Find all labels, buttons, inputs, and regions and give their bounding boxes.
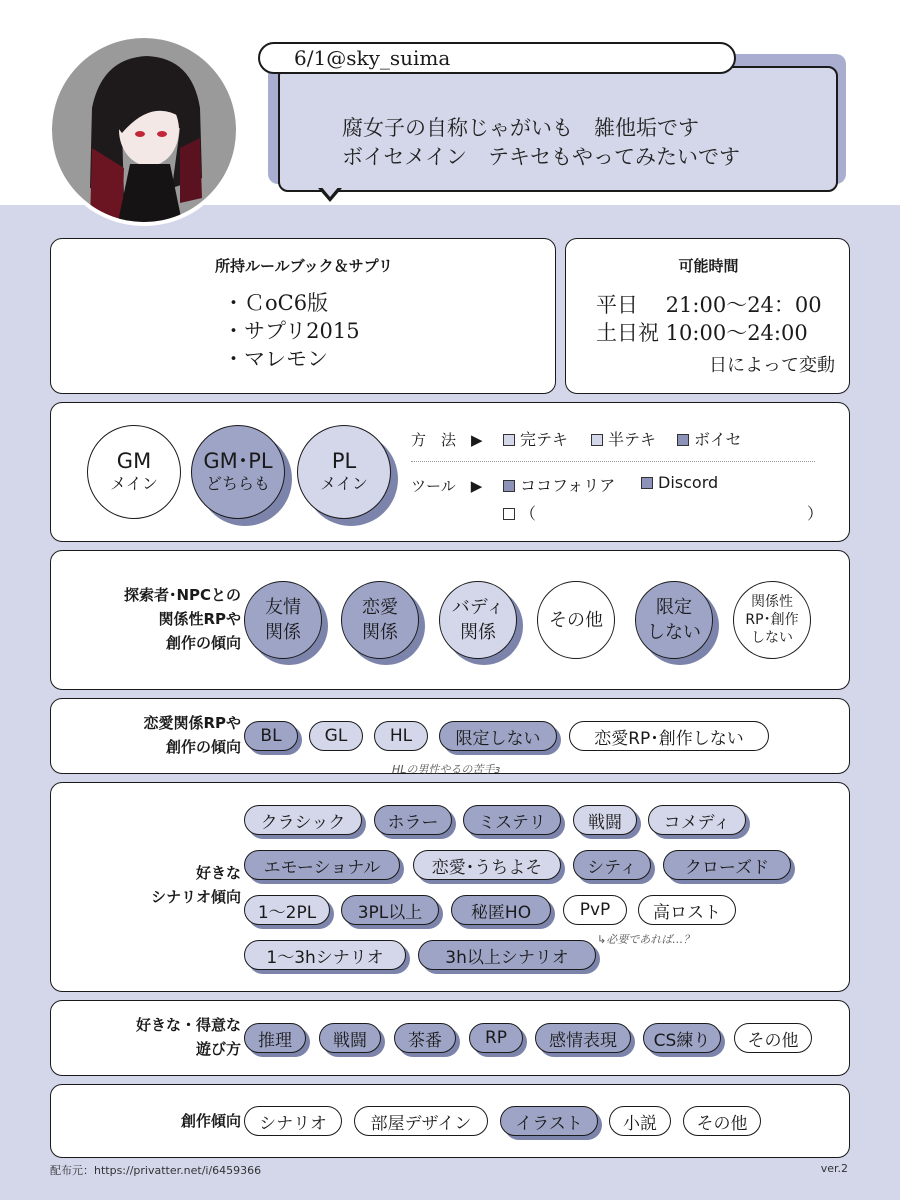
pill-label: 茶番 bbox=[394, 1023, 456, 1053]
role-gm-label: GM bbox=[116, 449, 152, 473]
rulebook-item: ・サプリ2015 bbox=[223, 319, 360, 343]
method-option-label: 半テキ bbox=[608, 430, 657, 449]
play-rp bbox=[469, 1023, 523, 1053]
play-style-card bbox=[50, 1000, 850, 1076]
rulebook-list bbox=[223, 289, 360, 373]
relationship-option: 友情 関係 bbox=[244, 581, 322, 659]
relationship-friendship bbox=[244, 581, 324, 661]
pill-label: 部屋デザイン bbox=[354, 1106, 488, 1136]
pill-label: 推理 bbox=[244, 1023, 306, 1053]
pill-label: 小説 bbox=[609, 1106, 671, 1136]
pill-label: シティ bbox=[573, 850, 651, 880]
method-option-label: 完テキ bbox=[520, 430, 569, 449]
creation-novel bbox=[609, 1106, 671, 1136]
pill-label: クローズド bbox=[663, 850, 791, 880]
pill-label: CS練り bbox=[643, 1023, 721, 1053]
play-deduction bbox=[244, 1023, 306, 1053]
pill-label: 3PL以上 bbox=[341, 895, 439, 925]
relationship-romance bbox=[341, 581, 421, 661]
pill-label: 高ロスト bbox=[638, 895, 736, 925]
role-both-sub: どちらも bbox=[205, 474, 270, 493]
relationship-option: その他 bbox=[537, 581, 615, 659]
creation-scenario bbox=[244, 1106, 342, 1136]
scenario-card bbox=[50, 782, 850, 992]
scenario-label: 好きな シナリオ傾向 bbox=[151, 864, 241, 906]
scenario-classic bbox=[244, 805, 362, 835]
scenario-1-2pl bbox=[244, 895, 330, 925]
scenario-3pl bbox=[341, 895, 439, 925]
scenario-emotional bbox=[244, 850, 400, 880]
method-option-kante bbox=[503, 427, 568, 450]
scenario-pvp bbox=[563, 895, 627, 925]
relationship-label: 探索者･NPCとの 関係性RPや 創作の傾向 bbox=[123, 586, 241, 652]
time-note: 日によって変動 bbox=[709, 355, 835, 376]
tool-option-cocofolia bbox=[503, 473, 615, 496]
time-weekend: 土日祝 10:00～24:00 bbox=[596, 321, 808, 345]
romance-unlimited bbox=[439, 721, 557, 751]
intro-line-1: 腐女子の自称じゃがいも 雑他垢です bbox=[342, 116, 699, 140]
tool-option-label: Discord bbox=[658, 473, 719, 492]
relationship-other bbox=[537, 581, 617, 661]
scenario-high-lost bbox=[638, 895, 736, 925]
footer-version: ver.2 bbox=[820, 1162, 848, 1175]
scenario-3h-plus bbox=[418, 940, 596, 970]
pill-label: 1～3hシナリオ bbox=[244, 940, 406, 970]
pill-label: GL bbox=[309, 721, 363, 751]
pill-label: 3h以上シナリオ bbox=[418, 940, 596, 970]
checkbox-checked-icon bbox=[641, 477, 653, 489]
role-both bbox=[191, 425, 287, 521]
handle-label: 6/1@sky_suima bbox=[258, 42, 736, 74]
rulebook-title: 所持ルールブック＆サプリ bbox=[214, 257, 394, 275]
pill-label: BL bbox=[244, 721, 298, 751]
rulebook-item: ・ＣoC6版 bbox=[223, 291, 329, 315]
role-pl-label: PL bbox=[331, 449, 357, 473]
pill-label: 1～2PL bbox=[244, 895, 330, 925]
relationship-option: 限定 しない bbox=[635, 581, 713, 659]
pill-label: クラシック bbox=[244, 805, 362, 835]
footer-source: 配布元：https://privatter.net/i/6459366 bbox=[50, 1164, 262, 1177]
play-farce bbox=[394, 1023, 456, 1053]
relationship-card bbox=[50, 550, 850, 690]
pill-label: 戦闘 bbox=[319, 1023, 381, 1053]
scenario-1-3h bbox=[244, 940, 406, 970]
pill-label: 戦闘 bbox=[573, 805, 637, 835]
time-weekday: 平日 21:00～24：00 bbox=[596, 293, 822, 317]
time-card bbox=[565, 238, 850, 394]
pill-label: イラスト bbox=[500, 1106, 598, 1136]
pill-label: コメディ bbox=[648, 805, 746, 835]
scenario-hidden-ho bbox=[451, 895, 551, 925]
romance-hl bbox=[374, 721, 428, 751]
tool-option-other bbox=[503, 501, 536, 524]
checkbox-icon bbox=[503, 434, 515, 446]
tool-other-open: （ bbox=[520, 504, 537, 523]
pill-label: 限定しない bbox=[439, 721, 557, 751]
scenario-comedy bbox=[648, 805, 746, 835]
pill-label: その他 bbox=[734, 1023, 812, 1053]
bubble-body bbox=[278, 66, 838, 192]
relationship-option: 関係性 RP･創作 しない bbox=[733, 581, 811, 659]
tool-option-discord bbox=[641, 473, 718, 492]
relationship-unlimited bbox=[635, 581, 715, 661]
intro-text bbox=[342, 114, 740, 172]
creation-illust bbox=[500, 1106, 598, 1136]
pill-label: 感情表現 bbox=[535, 1023, 631, 1053]
checkbox-checked-icon bbox=[503, 480, 515, 492]
scenario-handwritten-note: ↳必要であれば…？ bbox=[597, 933, 695, 946]
pill-label: HL bbox=[374, 721, 428, 751]
checkbox-checked-icon bbox=[677, 434, 689, 446]
checkbox-icon bbox=[503, 508, 515, 520]
time-title: 可能時間 bbox=[678, 257, 739, 275]
romance-label: 恋愛関係RPや 創作の傾向 bbox=[143, 714, 241, 756]
method-label: 方 法 ▶ bbox=[411, 431, 483, 449]
role-gm-sub: メイン bbox=[110, 474, 158, 493]
romance-none bbox=[569, 721, 769, 751]
bubble-tail bbox=[318, 188, 342, 202]
role-pl-sub: メイン bbox=[320, 474, 368, 493]
pill-label: エモーショナル bbox=[244, 850, 400, 880]
play-emotion bbox=[535, 1023, 631, 1053]
tool-label: ツール ▶ bbox=[411, 477, 483, 495]
pill-label: シナリオ bbox=[244, 1106, 342, 1136]
creation-label: 創作傾向 bbox=[180, 1112, 241, 1130]
method-option-label: ボイセ bbox=[694, 430, 742, 449]
tool-option-label: ココフォリア bbox=[520, 476, 616, 495]
scenario-horror bbox=[374, 805, 452, 835]
pill-label: 恋愛･うちよそ bbox=[413, 850, 561, 880]
relationship-buddy bbox=[439, 581, 519, 661]
romance-gl bbox=[309, 721, 363, 751]
checkbox-icon bbox=[591, 434, 603, 446]
play-other bbox=[734, 1023, 812, 1053]
creation-room-design bbox=[354, 1106, 488, 1136]
relationship-option: 恋愛 関係 bbox=[341, 581, 419, 659]
role-card bbox=[50, 402, 850, 542]
relationship-none bbox=[733, 581, 813, 661]
scenario-closed bbox=[663, 850, 791, 880]
intro-line-2: ボイセメイン テキセもやってみたいです bbox=[342, 145, 740, 169]
scenario-battle bbox=[573, 805, 637, 835]
role-pl bbox=[297, 425, 393, 521]
tool-other-close: ） bbox=[807, 504, 824, 523]
method-option-hante bbox=[591, 427, 656, 450]
role-gm bbox=[87, 425, 183, 521]
avatar bbox=[52, 38, 236, 222]
divider bbox=[411, 461, 815, 462]
play-battle bbox=[319, 1023, 381, 1053]
relationship-option: バディ 関係 bbox=[439, 581, 517, 659]
rulebook-card bbox=[50, 238, 556, 394]
pill-label: RP bbox=[469, 1023, 523, 1053]
pill-label: ホラー bbox=[374, 805, 452, 835]
romance-bl bbox=[244, 721, 298, 751]
scenario-city bbox=[573, 850, 651, 880]
scenario-romance bbox=[413, 850, 561, 880]
profile-bubble bbox=[258, 42, 850, 192]
role-both-label: GM･PL bbox=[203, 449, 273, 473]
creation-other bbox=[683, 1106, 761, 1136]
pill-label: ミステリ bbox=[463, 805, 561, 835]
pill-label: 恋愛RP･創作しない bbox=[569, 721, 769, 751]
play-cs bbox=[643, 1023, 721, 1053]
creation-card bbox=[50, 1084, 850, 1158]
pill-label: PvP bbox=[563, 895, 627, 925]
romance-handwritten-note: HLの男性やるの苦手з bbox=[392, 763, 501, 776]
method-option-voice bbox=[677, 427, 742, 450]
play-style-label: 好きな・得意な 遊び方 bbox=[135, 1016, 241, 1058]
scenario-mystery bbox=[463, 805, 561, 835]
rulebook-item: ・マレモン bbox=[223, 347, 328, 371]
pill-label: 秘匿HO bbox=[451, 895, 551, 925]
pill-label: その他 bbox=[683, 1106, 761, 1136]
